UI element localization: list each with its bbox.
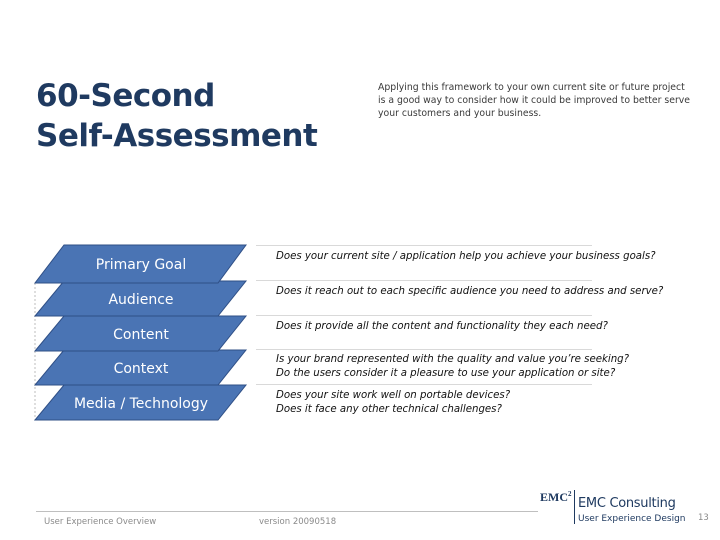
page-title-line-1: 60-Second [36,78,215,114]
logo-subtitle: User Experience Design [578,514,686,524]
intro-line-2: is a good way to consider how it could be improved to better serve [378,95,690,106]
question-context [276,353,629,380]
question-line: Does your site work well on portable devices? [276,390,511,401]
separator-line [256,315,592,316]
logo-mark: EMC$^2$ [540,490,572,504]
separator-line [256,245,592,246]
question-audience [276,285,663,299]
layer-label-content: Content [113,327,169,343]
layer-label-primary-goal: Primary Goal [95,257,187,273]
question-content [276,320,608,334]
footer-version: version 20090518 [259,517,337,527]
separator-line [256,384,592,385]
layer-label-context: Context [113,361,169,377]
logo-name: EMC Consulting [578,496,676,511]
question-line: Does it face any other technical challenges? [276,403,502,415]
question-primary-goal [276,250,656,264]
emc-consulting-logo [540,490,686,526]
footer-document-title: User Experience Overview [44,517,157,527]
footer-divider [36,511,538,512]
question-line: Does it reach out to each specific audience you need to address and serve? [276,286,664,297]
question-line: Is your brand represented with the quality and value you’re seeking? [276,354,630,365]
separator-line [256,349,592,350]
question-line: Does it provide all the content and functionality they each need? [276,321,608,332]
logo-divider [574,490,575,524]
intro-line-1: Applying this framework to your own current site or future project [378,82,685,93]
layer-label-audience: Audience [108,292,174,308]
layer-label-media-technology: Media / Technology [73,396,209,412]
page-title-line-2: Self-Assessment [36,118,318,154]
page-number: 13 [698,513,709,523]
separator-line [256,280,592,281]
question-line: Do the users consider it a pleasure to use your application or site? [276,367,616,379]
question-line: Does your current site / application help you achieve your business goals? [276,251,656,262]
intro-line-3: your customers and your business. [378,108,542,119]
question-media-technology [276,389,510,416]
